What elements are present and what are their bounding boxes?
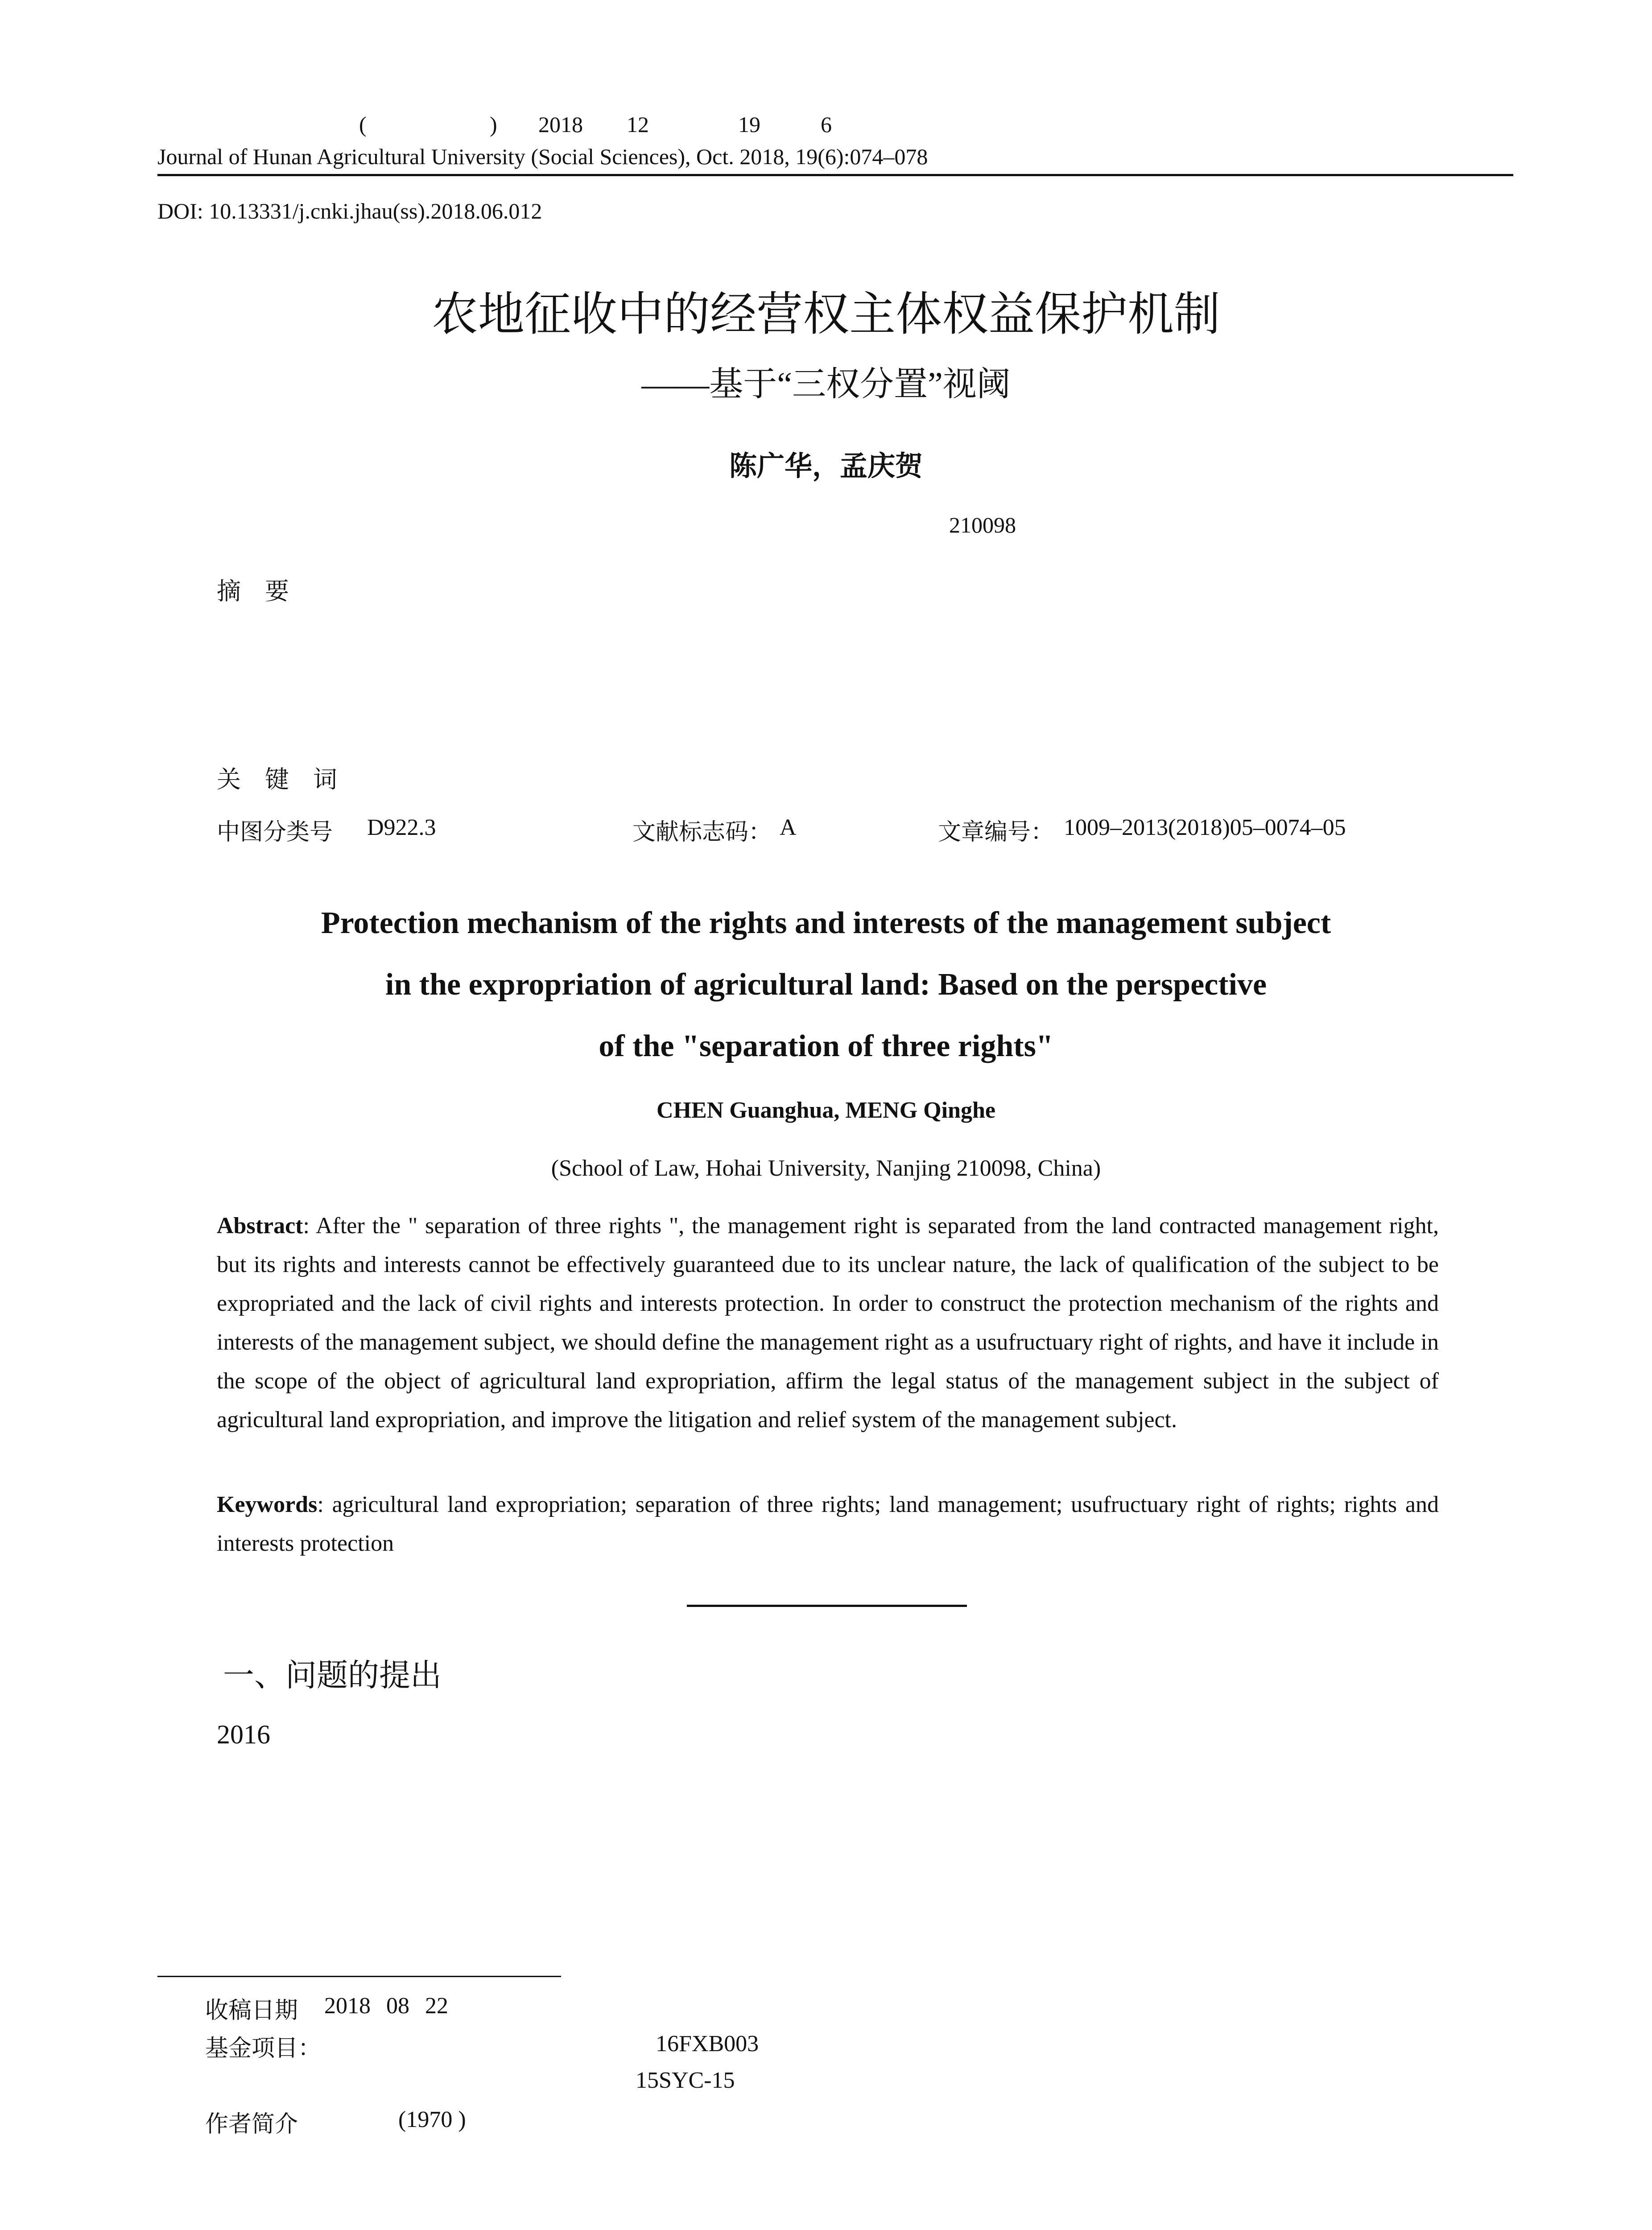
section-heading-1: 一、问题的提出 (223, 1657, 442, 1693)
fund-project-code-1: 16FXB003 (656, 2031, 759, 2057)
abstract-en-label: Abstract (217, 1213, 303, 1239)
article-title-en-line-2: in the expropriation of agricultural land: Based on the perspective (385, 967, 1267, 1002)
doi: DOI: 10.13331/j.cnki.jhau(ss).2018.06.012 (157, 198, 542, 223)
abstract-en-text: : After the " separation of three rights ", the management right is separated from the land contracted management right, but its rights and interests cannot be effectively guaranteed due to its unclear nature, the lack of qualification of the subject to be expropriated and the lack of civil rights and interests protection. In order to construct the protection mechanism of the rights and interests of the management subject, we should define the management right as a usufructuary right of rights, and have it include in the scope of the object of agricultural land expropriation, affirm the legal status of the management subject in the subject of agricultural land expropriation, and improve the litigation and relief system of the management subject. (217, 1213, 1439, 1433)
abstract-en (217, 1206, 1439, 1439)
keywords-cn-label: 关 键 词 (217, 765, 337, 793)
body-text-fragment: 2016 (217, 1720, 270, 1749)
doc-code-label: 文献标志码： (632, 819, 772, 846)
header-cn-paren-close: ) (490, 112, 497, 137)
keywords-en-label: Keywords (217, 1492, 318, 1517)
header-cn-month: 12 (627, 112, 649, 137)
section-divider (687, 1605, 967, 1607)
header-cn-volume: 19 (738, 112, 760, 137)
header-cn-paren-open: ( (359, 112, 367, 137)
keywords-en (217, 1485, 1439, 1563)
authors-cn: 陈广华，孟庆贺 (729, 450, 923, 482)
article-title-en-line-3: of the "separation of three rights" (599, 1029, 1053, 1063)
author-bio-label: 作者简介 (205, 2111, 298, 2138)
article-title-cn: 农地征收中的经营权主体权益保护机制 (431, 287, 1220, 341)
article-title-en-line-1: Protection mechanism of the rights and interests of the management subject (321, 906, 1331, 940)
authors-en: CHEN Guanghua, MENG Qinghe (657, 1098, 995, 1123)
fund-project-code-2: 15SYC-15 (636, 2068, 735, 2093)
footnote-rule (157, 1976, 561, 1977)
clc-label: 中图分类号 (217, 819, 333, 846)
journal-header-en: Journal of Hunan Agricultural University (Social Sciences), Oct. 2018, 19(6):074–078 (157, 144, 928, 169)
affiliation-postcode: 210098 (949, 512, 1016, 537)
keywords-en-text: : agricultural land expropriation; separation of three rights; land management; usufructuary right of rights; rights and interests protection (217, 1492, 1439, 1556)
header-cn-year: 2018 (538, 112, 583, 137)
article-number-value: 1009–2013(2018)05–0074–05 (1064, 815, 1346, 840)
article-subtitle-cn: ——基于“三权分置”视阈 (641, 366, 1011, 403)
received-date-value: 2018 08 22 (324, 1993, 448, 2019)
header-cn-issue: 6 (821, 112, 832, 137)
header-rule (157, 174, 1513, 176)
affiliation-en: (School of Law, Hohai University, Nanjing 210098, China) (551, 1156, 1101, 1181)
received-date-label: 收稿日期 (205, 1997, 298, 2024)
author-bio-value: (1970 ) (398, 2107, 466, 2132)
abstract-cn-label: 摘 要 (217, 577, 289, 605)
clc-value: D922.3 (367, 815, 436, 840)
fund-label: 基金项目： (205, 2035, 322, 2062)
article-number-label: 文章编号： (938, 819, 1054, 846)
doc-code-value: A (780, 815, 797, 840)
